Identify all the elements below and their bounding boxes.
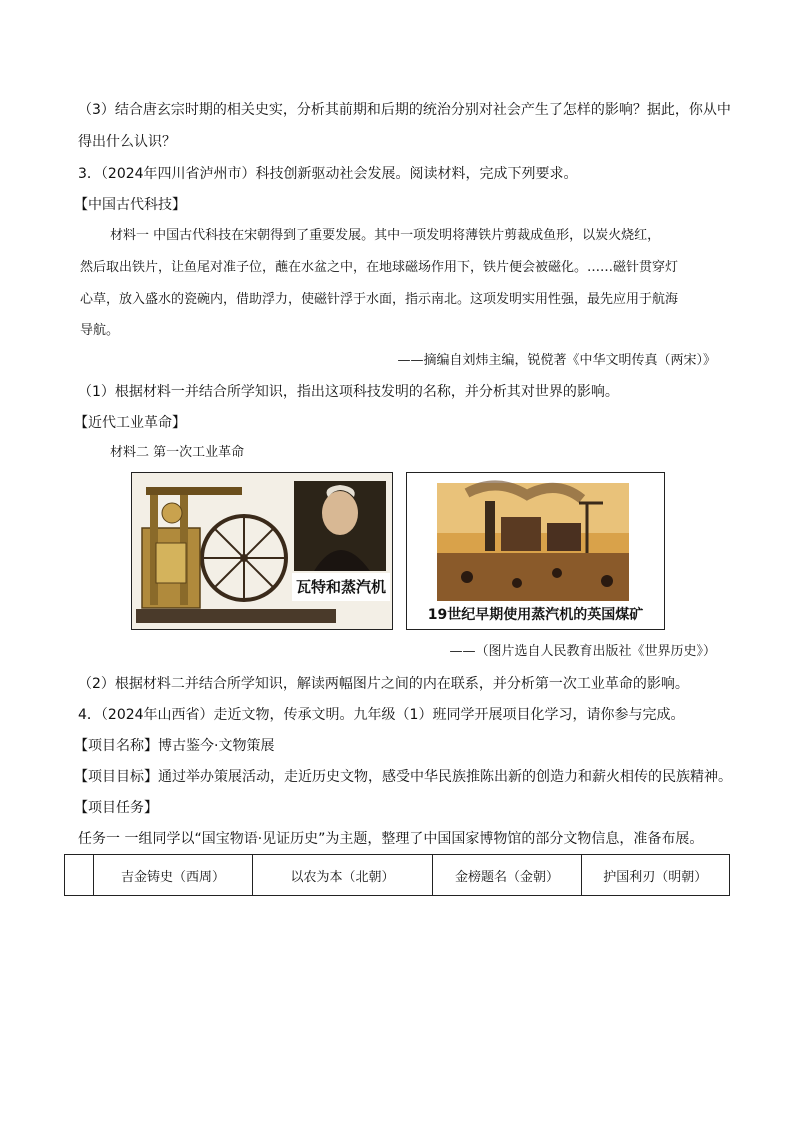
material1-line1: 材料一 中国古代科技在宋朝得到了重要发展。其中一项发明将薄铁片剪裁成鱼形，以炭火烧红， — [110, 228, 661, 243]
material2-title: 材料二 第一次工业革命 — [110, 445, 245, 460]
question-4-heading: 4．（2024年山西省）走近文物，传承文明。九年级（1）班同学开展项目化学习，请你参与完成。 — [78, 707, 685, 723]
question-3-1: （1）根据材料一并结合所学知识，指出这项科技发明的名称，并分析其对世界的影响。 — [78, 384, 619, 400]
coal-mine-image — [406, 472, 665, 630]
material2-source: ——（图片选自人民教育出版社《世界历史》） — [449, 644, 716, 659]
table-cell: 护国利刃（明朝） — [581, 855, 729, 896]
section-industrial-revolution: 【近代工业革命】 — [74, 415, 186, 431]
table-cell — [65, 855, 94, 896]
steam-engine-illustration — [132, 473, 392, 629]
material1-line4: 导航。 — [80, 323, 120, 338]
q3-part3-line2: 得出什么认识？ — [78, 134, 176, 150]
material1-source: ——摘编自刘炜主编，锐傥著《中华文明传真（两宋）》 — [397, 353, 716, 368]
image2-caption: 19世纪早期使用蒸汽机的英国煤矿 — [407, 601, 664, 629]
q3-part3-line1: （3）结合唐玄宗时期的相关史实，分析其前期和后期的统治分别对社会产生了怎样的影响？据此，你从中 — [78, 102, 731, 118]
project-goal — [74, 766, 732, 788]
project-name-value: 博古鉴今·文物策展 — [158, 738, 275, 754]
material1-line3: 心草，放入盛水的瓷碗内，借助浮力，使磁针浮于水面，指示南北。这项发明实用性强，最先应用于航海 — [80, 292, 679, 307]
image1-caption: 瓦特和蒸汽机 — [292, 573, 390, 601]
artifact-table — [64, 854, 730, 896]
question-3-heading: 3．（2024年四川省泸州市）科技创新驱动社会发展。阅读材料，完成下列要求。 — [78, 166, 578, 182]
table-cell: 吉金铸史（西周） — [94, 855, 252, 896]
material1-line2: 然后取出铁片，让鱼尾对准子位，蘸在水盆之中，在地球磁场作用下，铁片便会被磁化。……磁针贯穿灯 — [80, 260, 679, 275]
project-goal-value: 通过举办策展活动，走近历史文物，感受中华民族推陈出新的创造力和薪火相传的民族精神。 — [158, 769, 732, 785]
project-task-label: 【项目任务】 — [74, 800, 158, 816]
task-1: 任务一 一组同学以“国宝物语·见证历史”为主题，整理了中国国家博物馆的部分文物信息，准备布展。 — [78, 831, 704, 847]
table-cell: 金榜题名（金朝） — [433, 855, 581, 896]
section-ancient-tech: 【中国古代科技】 — [74, 197, 186, 213]
table-cell: 以农为本（北朝） — [252, 855, 433, 896]
table-row — [65, 855, 730, 896]
watt-steam-engine-image — [131, 472, 393, 630]
question-3-2: （2）根据材料二并结合所学知识，解读两幅图片之间的内在联系，并分析第一次工业革命的影响。 — [78, 676, 689, 692]
project-name-label: 【项目名称】 — [74, 738, 158, 754]
project-name — [74, 735, 720, 757]
project-goal-label: 【项目目标】 — [74, 769, 158, 785]
